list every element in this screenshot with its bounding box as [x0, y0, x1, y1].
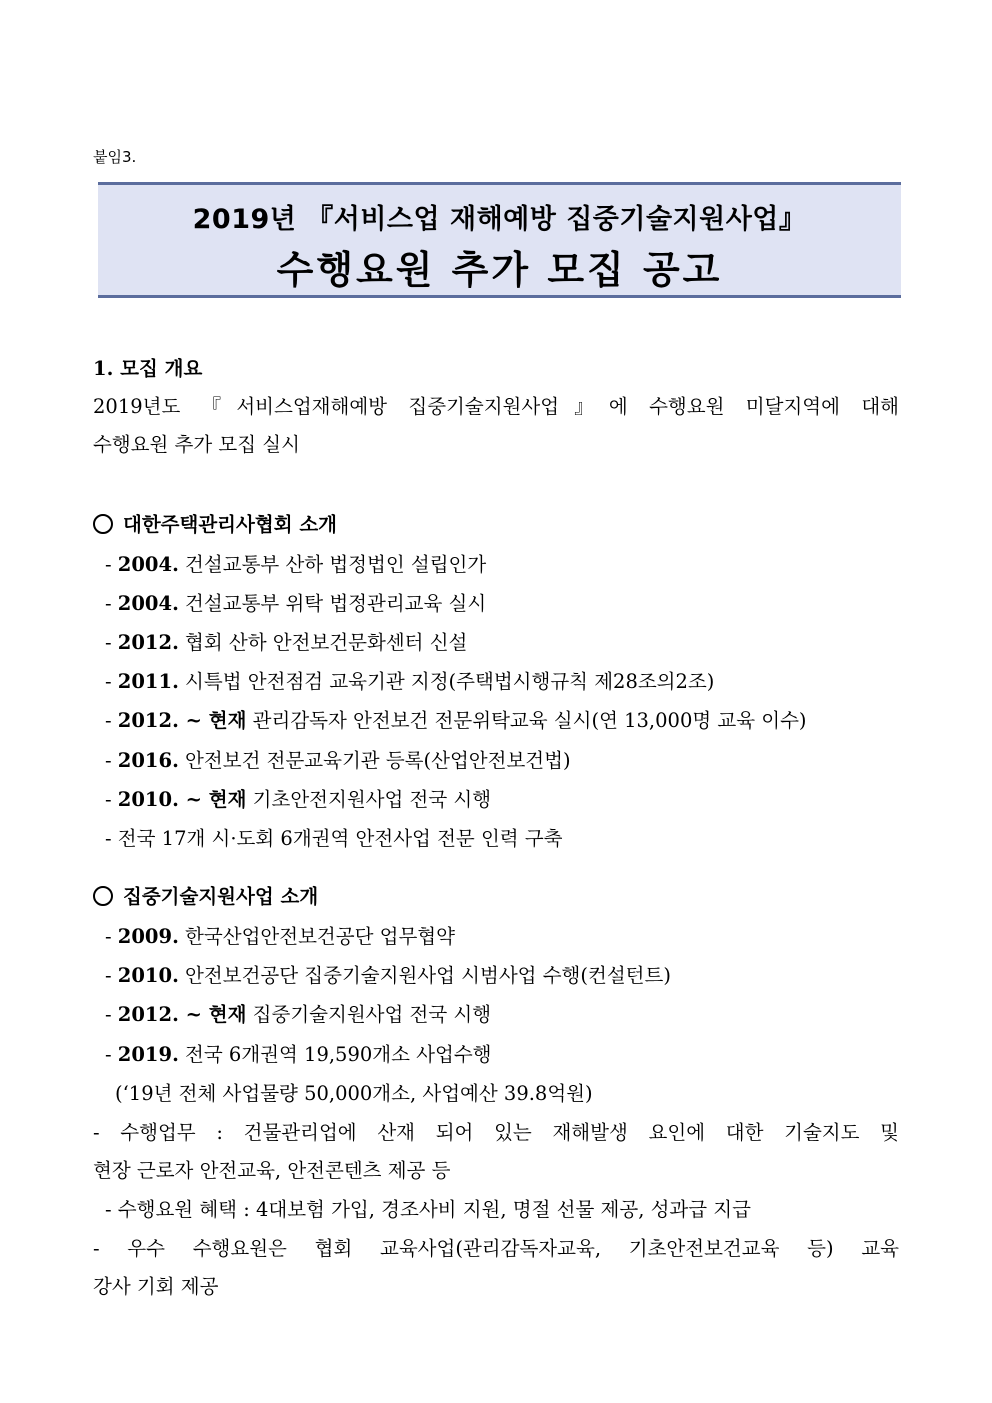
item-text: 전국 6개권역 19,590개소 사업수행 — [178, 1043, 492, 1066]
item-text: 시특법 안전점검 교육기관 지정(주택법시행규칙 제28조의2조) — [178, 670, 715, 693]
item-text: 집중기술지원사업 전국 시행 — [246, 1003, 492, 1026]
circle-bullet-icon — [93, 886, 113, 906]
item-year: 2010. ~ 현재 — [117, 788, 247, 811]
list-item: - 2010. ~ 현재 기초안전지원사업 전국 시행 — [105, 788, 492, 811]
item-year: 2009. — [117, 925, 179, 948]
item-year: 2012. — [117, 631, 179, 654]
item-text: 건설교통부 산하 법정법인 설립인가 — [178, 553, 487, 576]
item-year: 2012. ~ 현재 — [117, 1003, 247, 1026]
duty-line-2: 현장 근로자 안전교육, 안전콘텐츠 제공 등 — [93, 1159, 451, 1182]
benefit-line: - 수행요원 혜택 : 4대보험 가입, 경조사비 지원, 명절 선물 제공, 성과급 지급 — [105, 1198, 751, 1221]
list-item: - 2004. 건설교통부 위탁 법정관리교육 실시 — [105, 592, 487, 615]
list-item: - 2012. ~ 현재 집중기술지원사업 전국 시행 — [105, 1003, 492, 1026]
item-text: 협회 산하 안전보건문화센터 신설 — [178, 631, 468, 654]
list-item: - 2010. 안전보건공단 집중기술지원사업 시범사업 수행(컨설턴트) — [105, 964, 671, 987]
list-item: - 2016. 안전보건 전문교육기관 등록(산업안전보건법) — [105, 749, 571, 772]
list-item: - 2012. ~ 현재 관리감독자 안전보건 전문위탁교육 실시(연 13,000명 교육 이수) — [105, 709, 807, 732]
item-text: 기초안전지원사업 전국 시행 — [246, 788, 492, 811]
title-banner — [98, 182, 901, 298]
list-item: - 2012. 협회 산하 안전보건문화센터 신설 — [105, 631, 468, 654]
list-item: - 2009. 한국산업안전보건공단 업무협약 — [105, 925, 455, 948]
list-item: - 2004. 건설교통부 산하 법정법인 설립인가 — [105, 553, 487, 576]
item-year: 2004. — [117, 553, 179, 576]
attachment-label: 붙임3. — [93, 148, 137, 166]
item-text: 한국산업안전보건공단 업무협약 — [178, 925, 455, 948]
project-heading-text: 집중기술지원사업 소개 — [123, 885, 319, 908]
association-heading — [93, 510, 337, 540]
association-heading-text: 대한주택관리사협회 소개 — [123, 513, 337, 536]
item-text: 관리감독자 안전보건 전문위탁교육 실시(연 13,000명 교육 이수) — [246, 709, 807, 732]
section-heading-overview: 1. 모집 개요 — [93, 357, 203, 380]
project-heading — [93, 882, 318, 912]
item-year: 2010. — [117, 964, 179, 987]
item-text: 건설교통부 위탁 법정관리교육 실시 — [178, 592, 487, 615]
overview-paragraph-line-1: 2019년도 『서비스업재해예방 집중기술지원사업』에 수행요원 미달지역에 대해 — [93, 395, 899, 418]
title-line-1: 2019년 『서비스업 재해예방 집중기술지원사업』 — [192, 204, 807, 235]
item-year: 2004. — [117, 592, 179, 615]
duty-line-1: - 수행업무 : 건물관리업에 산재 되어 있는 재해발생 요인에 대한 기술지도 및 — [93, 1121, 899, 1144]
list-item: - 2019. 전국 6개권역 19,590개소 사업수행 — [105, 1043, 492, 1066]
circle-bullet-icon — [93, 514, 113, 534]
list-item: - 2011. 시특법 안전점검 교육기관 지정(주택법시행규칙 제28조의2조) — [105, 670, 715, 693]
item-text: 안전보건 전문교육기관 등록(산업안전보건법) — [178, 749, 571, 772]
overview-paragraph-line-2: 수행요원 추가 모집 실시 — [93, 433, 300, 456]
item-text: 안전보건공단 집중기술지원사업 시범사업 수행(컨설턴트) — [178, 964, 671, 987]
title-line-2: 수행요원 추가 모집 공고 — [276, 248, 723, 292]
item-year: 2012. ~ 현재 — [117, 709, 247, 732]
excellent-line-1: - 우수 수행요원은 협회 교육사업(관리감독자교육, 기초안전보건교육 등) 교육 — [93, 1237, 899, 1260]
excellent-line-2: 강사 기회 제공 — [93, 1275, 219, 1298]
item-text: 전국 17개 시·도회 6개권역 안전사업 전문 인력 구축 — [117, 827, 563, 850]
sub-note: (‘19년 전체 사업물량 50,000개소, 사업예산 39.8억원) — [115, 1082, 593, 1105]
list-item: - 전국 17개 시·도회 6개권역 안전사업 전문 인력 구축 — [105, 827, 563, 850]
item-year: 2019. — [117, 1043, 179, 1066]
item-year: 2016. — [117, 749, 179, 772]
item-year: 2011. — [117, 670, 179, 693]
